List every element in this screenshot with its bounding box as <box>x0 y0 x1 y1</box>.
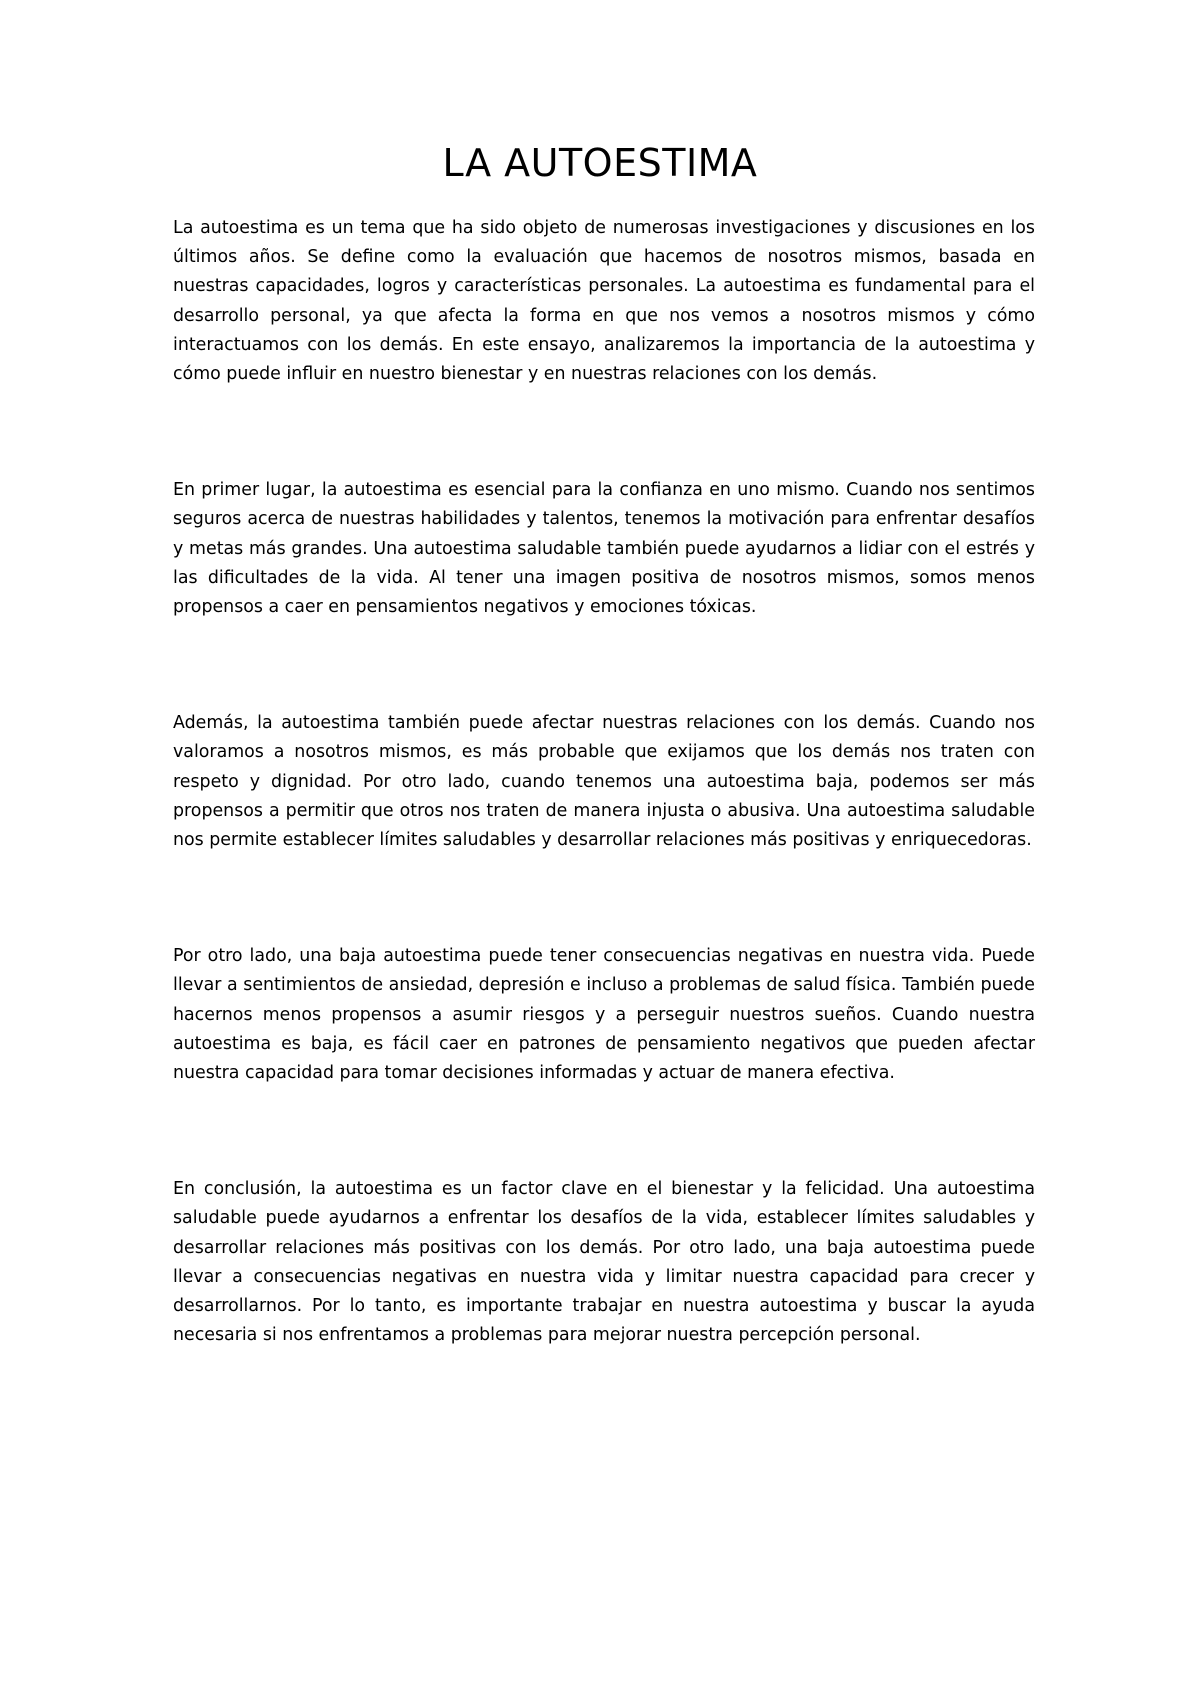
document-title: LA AUTOESTIMA <box>442 141 758 185</box>
paragraph-introduction: La autoestima es un tema que ha sido objeto de numerosas investigaciones y discusiones en los últimos años. Se define como la evaluación que hacemos de nosotros mismos, basada en nuestras capacidades, logros y características personales. La autoestima es fundamental para el desarrollo personal, ya que afecta la forma en que nos vemos a nosotros mismos y cómo interactuamos con los demás. En este ensayo, analizaremos la importancia de la autoestima y cómo puede influir en nuestro bienestar y en nuestras relaciones con los demás. <box>173 218 1035 385</box>
paragraph-relationships: Además, la autoestima también puede afectar nuestras relaciones con los demás. Cuando nos valoramos a nosotros mismos, es más probable que exijamos que los demás nos traten con respeto y dignidad. Por otro lado, cuando tenemos una autoestima baja, podemos ser más propensos a permitir que otros nos traten de manera injusta o abusiva. Una autoestima saludable nos permite establecer límites saludables y desarrollar relaciones más positivas y enriquecedoras. <box>173 713 1035 851</box>
paragraph-conclusion: En conclusión, la autoestima es un factor clave en el bienestar y la felicidad. Una autoestima saludable puede ayudarnos a enfrentar los desafíos de la vida, establecer límites saludables y desarrollar relaciones más positivas con los demás. Por otro lado, una baja autoestima puede llevar a consecuencias negativas en nuestra vida y limitar nuestra capacidad para crecer y desarrollarnos. Por lo tanto, es importante trabajar en nuestra autoestima y buscar la ayuda necesaria si nos enfrentamos a problemas para mejorar nuestra percepción personal. <box>173 1179 1035 1346</box>
paragraph-confidence: En primer lugar, la autoestima es esencial para la confianza en uno mismo. Cuando nos sentimos seguros acerca de nuestras habilidades y talentos, tenemos la motivación para enfrentar desafíos y metas más grandes. Una autoestima saludable también puede ayudarnos a lidiar con el estrés y las dificultades de la vida. Al tener una imagen positiva de nosotros mismos, somos menos propensos a caer en pensamientos negativos y emociones tóxicas. <box>173 480 1035 618</box>
document-body <box>173 214 1035 1437</box>
paragraph-low-self-esteem: Por otro lado, una baja autoestima puede tener consecuencias negativas en nuestra vida. Puede llevar a sentimientos de ansiedad, depresión e incluso a problemas de salud física. También puede hacernos menos propensos a asumir riesgos y a perseguir nuestros sueños. Cuando nuestra autoestima es baja, es fácil caer en patrones de pensamiento negativos que pueden afectar nuestra capacidad para tomar decisiones informadas y actuar de manera efectiva. <box>173 946 1035 1084</box>
